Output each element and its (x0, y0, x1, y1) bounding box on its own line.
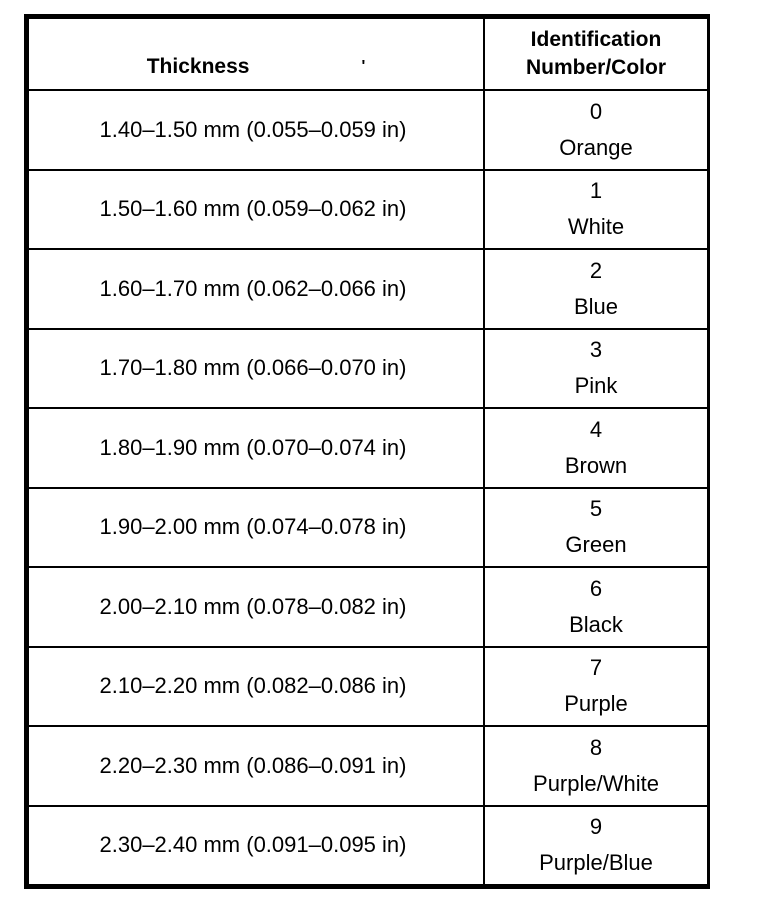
thickness-cell: 1.60–1.70 mm (0.062–0.066 in) (28, 249, 484, 329)
identification-color: Black (569, 611, 623, 637)
thickness-cell: 2.30–2.40 mm (0.091–0.095 in) (28, 806, 484, 886)
identification-color: Blue (573, 293, 619, 319)
table-row (28, 249, 708, 329)
identification-number: 5 (589, 496, 603, 522)
identification-cell (484, 329, 708, 409)
thickness-column-header (28, 18, 484, 90)
identification-cell (484, 249, 708, 329)
identification-number: 1 (589, 178, 603, 204)
table-row (28, 488, 708, 568)
identification-cell (484, 726, 708, 806)
identification-number: 4 (589, 416, 603, 442)
identification-number: 8 (589, 734, 603, 760)
table-row (28, 329, 708, 409)
table-row (28, 647, 708, 727)
thickness-cell: 2.20–2.30 mm (0.086–0.091 in) (28, 726, 484, 806)
identification-number: 9 (589, 814, 603, 840)
identification-column-header (484, 18, 708, 90)
thickness-cell: 2.00–2.10 mm (0.078–0.082 in) (28, 567, 484, 647)
identification-header-line1: Identification (530, 28, 662, 51)
identification-cell (484, 170, 708, 250)
identification-header-line2: Number/Color (525, 56, 666, 79)
identification-cell (484, 488, 708, 568)
table-row (28, 408, 708, 488)
thickness-header-mark: ' (361, 58, 366, 75)
identification-color: Purple (564, 691, 628, 717)
identification-cell (484, 806, 708, 886)
thickness-cell: 1.40–1.50 mm (0.055–0.059 in) (28, 90, 484, 170)
shim-table-container (24, 14, 710, 889)
identification-color: Orange (559, 134, 633, 160)
identification-number: 7 (589, 655, 603, 681)
table-header (28, 18, 708, 90)
table-body (28, 90, 708, 885)
identification-number: 3 (589, 337, 603, 363)
identification-number: 2 (589, 257, 603, 283)
identification-cell (484, 90, 708, 170)
table-row (28, 726, 708, 806)
thickness-cell: 1.70–1.80 mm (0.066–0.070 in) (28, 329, 484, 409)
identification-color: Pink (574, 373, 618, 399)
thickness-cell: 2.10–2.20 mm (0.082–0.086 in) (28, 647, 484, 727)
thickness-cell: 1.50–1.60 mm (0.059–0.062 in) (28, 170, 484, 250)
table-row (28, 806, 708, 886)
table-row (28, 170, 708, 250)
thickness-cell: 1.90–2.00 mm (0.074–0.078 in) (28, 488, 484, 568)
shim-thickness-table (27, 17, 709, 886)
identification-number: 6 (589, 575, 603, 601)
identification-color: Green (565, 532, 627, 558)
identification-color: Brown (564, 452, 628, 478)
identification-cell (484, 567, 708, 647)
header-row (28, 18, 708, 90)
thickness-header-label: Thickness (146, 55, 250, 78)
identification-color: White (567, 214, 625, 240)
identification-color: Purple/Blue (539, 850, 653, 876)
identification-cell (484, 408, 708, 488)
table-row (28, 90, 708, 170)
identification-color: Purple/White (533, 770, 659, 796)
identification-number: 0 (589, 98, 603, 124)
thickness-cell: 1.80–1.90 mm (0.070–0.074 in) (28, 408, 484, 488)
identification-cell (484, 647, 708, 727)
table-row (28, 567, 708, 647)
